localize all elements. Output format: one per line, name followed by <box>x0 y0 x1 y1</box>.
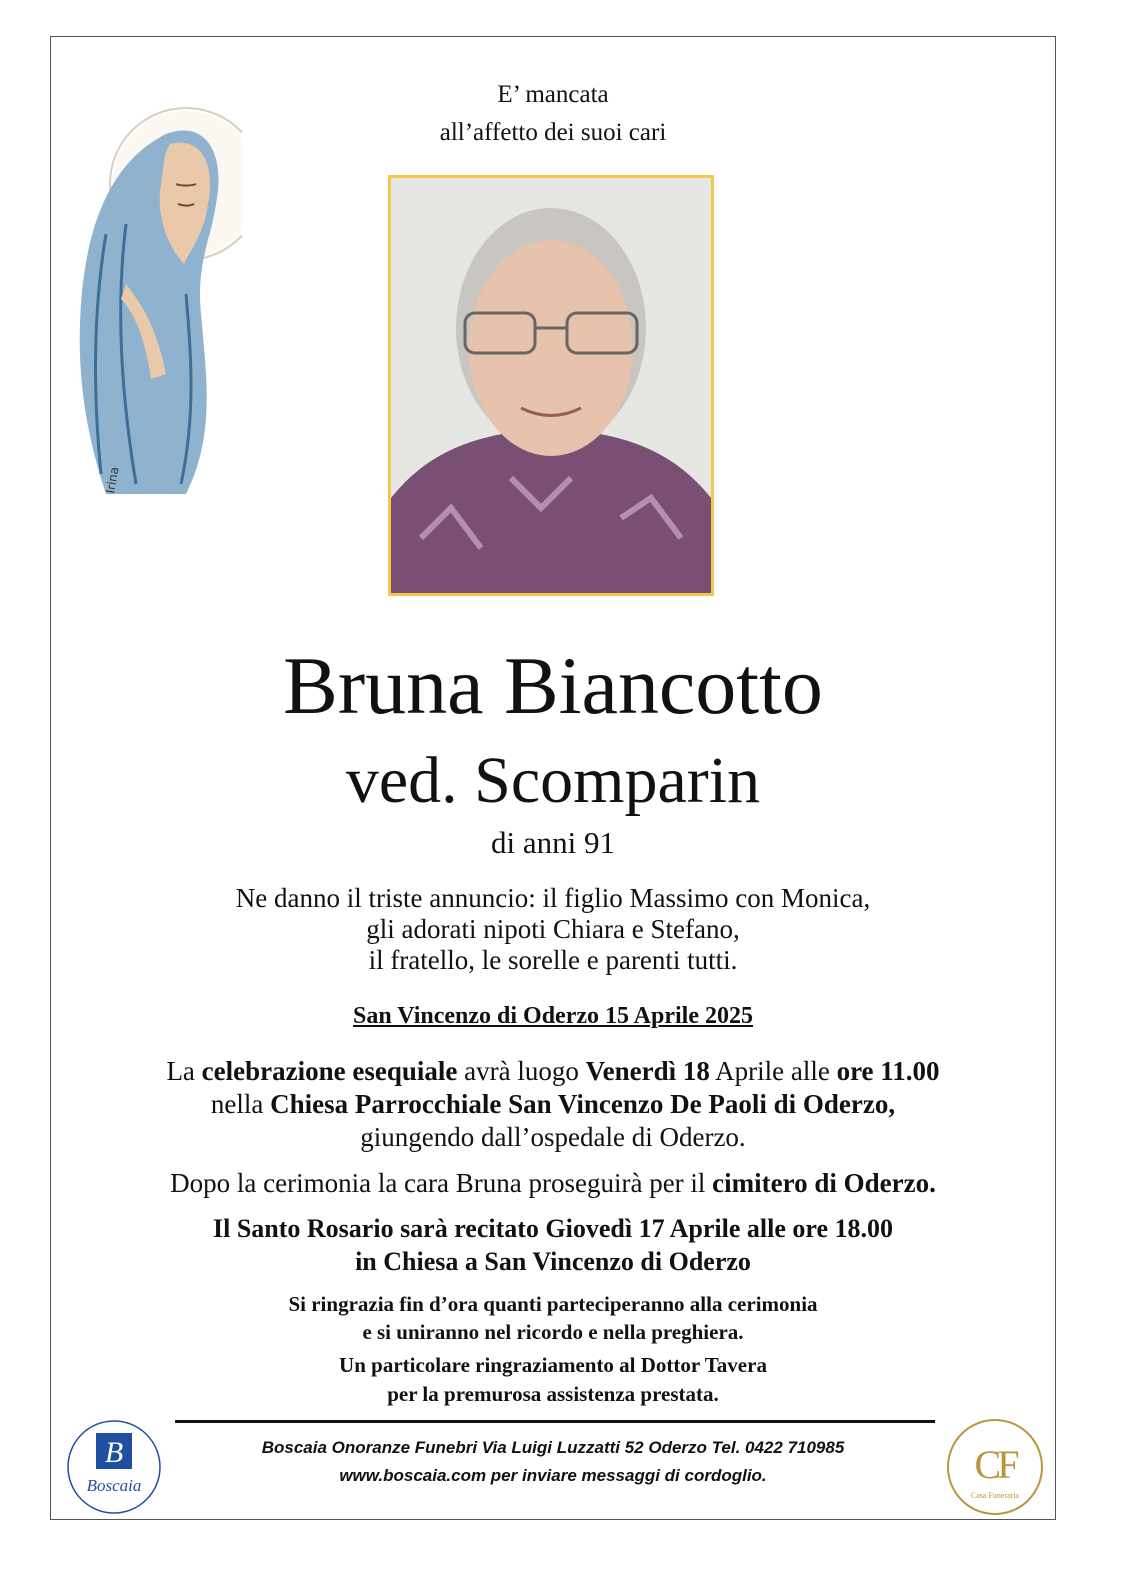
doctor-line-2: per la premurosa assistenza prestata. <box>387 1382 719 1406</box>
svg-text:Boscaia: Boscaia <box>86 1476 142 1495</box>
intro-text <box>50 76 1056 152</box>
rosary-line-2: in Chiesa a San Vincenzo di Oderzo <box>355 1247 751 1276</box>
after-ceremony: Dopo la cerimonia la cara Bruna proseguirà per il cimitero di Oderzo. <box>170 1168 936 1198</box>
deceased-portrait <box>388 175 714 596</box>
svg-text:Casa Funeraria: Casa Funeraria <box>970 1491 1020 1500</box>
announce-line-2: gli adorati nipoti Chiara e Stefano, <box>366 914 740 944</box>
footer-text <box>50 1434 1056 1490</box>
intro-line-1: E’ mancata <box>497 81 609 108</box>
announce-line-1: Ne danno il triste annuncio: il figlio Massimo con Monica, <box>235 883 871 913</box>
thanks-line-1: Si ringrazia fin d’ora quanti parteciperanno alla cerimonia <box>288 1292 818 1316</box>
widow-of: ved. Scomparin <box>345 744 761 817</box>
footer-line-2: www.boscaia.com per inviare messaggi di cordoglio. <box>339 1466 767 1485</box>
funeral-line-3: giungendo dall’ospedale di Oderzo. <box>360 1122 746 1152</box>
thanks-text <box>50 1290 1056 1346</box>
thanks-line-2: e si uniranno nel ricordo e nella preghiera. <box>362 1320 744 1344</box>
intro-line-2: all’affetto dei suoi cari <box>439 119 667 146</box>
deceased-name: Bruna Biancotto <box>283 640 823 731</box>
portrait-image <box>391 178 711 593</box>
rosary-info <box>50 1212 1056 1278</box>
rosary-line-1: Il Santo Rosario sarà recitato Giovedì 17 Aprile alle ore 18.00 <box>212 1214 894 1243</box>
age: di anni 91 <box>491 825 615 860</box>
announcement <box>50 883 1056 976</box>
funeral-details <box>50 1055 1056 1154</box>
doctor-thanks <box>50 1351 1056 1409</box>
footer-divider <box>175 1420 935 1423</box>
casa-funeraria-logo <box>946 1418 1044 1516</box>
svg-text:B: B <box>104 1436 124 1469</box>
footer-line-1: Boscaia Onoranze Funebri Via Luigi Luzzatti 52 Oderzo Tel. 0422 710985 <box>261 1438 845 1457</box>
announce-line-3: il fratello, le sorelle e parenti tutti. <box>368 945 738 975</box>
funeral-line-1: La celebrazione esequiale avrà luogo Venerdì 18 Aprile alle ore 11.00 <box>166 1056 940 1086</box>
place-date: San Vincenzo di Oderzo 15 Aprile 2025 <box>352 1003 753 1029</box>
artist-signature: Irina <box>103 465 122 495</box>
doctor-line-1: Un particolare ringraziamento al Dottor Tavera <box>339 1353 767 1377</box>
svg-text:CF: CF <box>974 1442 1016 1487</box>
funeral-line-2: nella Chiesa Parrocchiale San Vincenzo De Paoli di Oderzo, <box>210 1089 896 1119</box>
